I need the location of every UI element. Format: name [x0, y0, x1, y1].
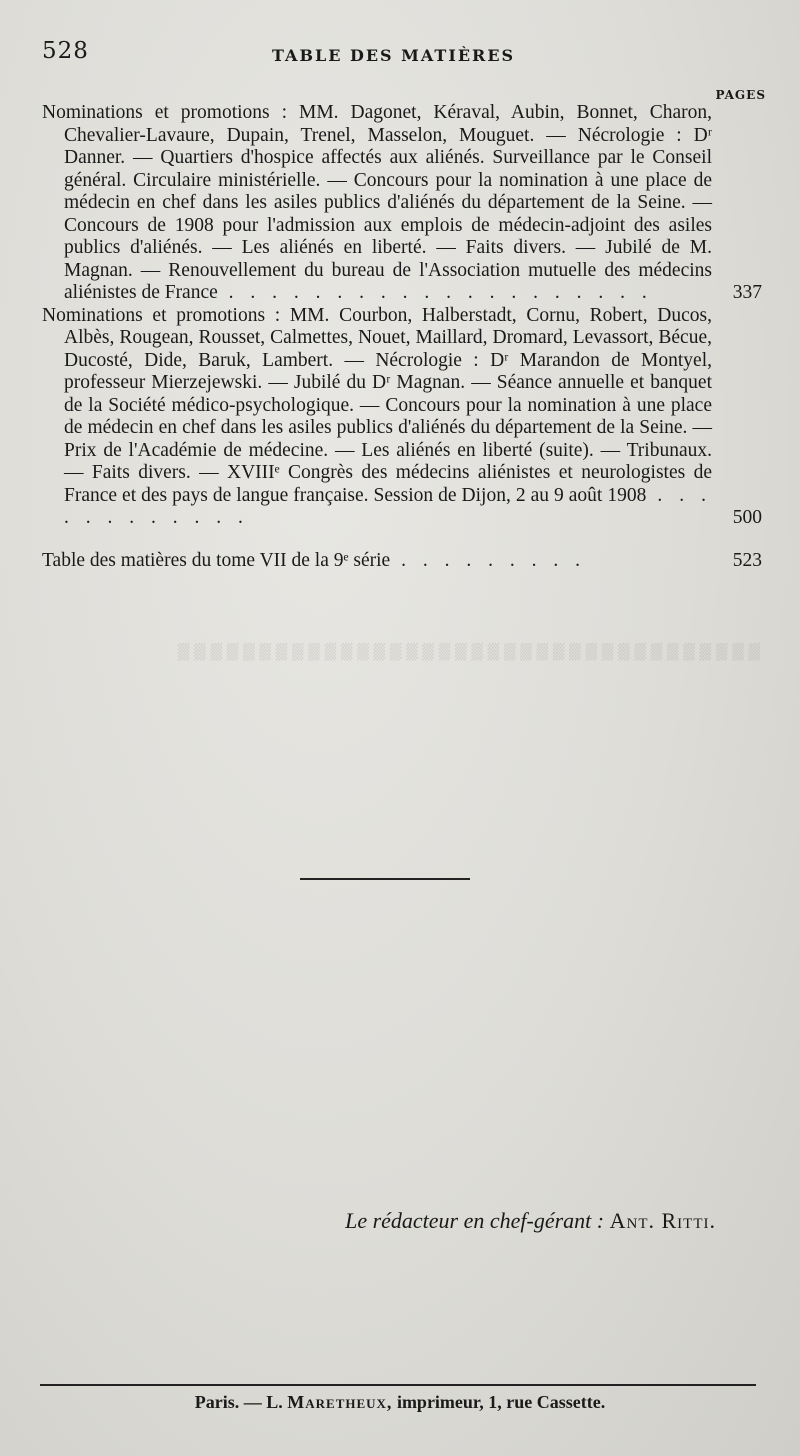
signature-line: [345, 1208, 716, 1234]
show-through-texture: ▒ ▒ ▒ ▒ ▒ ▒ ▒ ▒ ▒ ▒ ▒ ▒ ▒ ▒ ▒ ▒ ▒ ▒ ▒ ▒ ▒ ▒ ▒ ▒ ▒ ▒ ▒ ▒ ▒ ▒ ▒ ▒ ▒ ▒ ▒ ▒: [177, 643, 760, 661]
separator-rule: [300, 878, 470, 880]
page-header: [42, 38, 760, 70]
pages-column-label: PAGES: [715, 88, 766, 102]
toc-entry-page: 523: [732, 549, 762, 571]
imprint-printer-name: Maretheux,: [287, 1392, 393, 1412]
signature-name: Ant. Ritti.: [609, 1208, 716, 1233]
printer-imprint: [0, 1392, 800, 1413]
signature-role: Le rédacteur en chef-gérant :: [345, 1208, 605, 1233]
footer-rule: [40, 1384, 756, 1386]
toc-entry: [42, 102, 762, 305]
dot-leader: . . . . . . . . .: [390, 549, 586, 571]
toc-entry-page: 337: [732, 282, 762, 303]
toc-entry-text: Nominations et promotions : MM. Dagonet, Kéraval, Aubin, Bonnet, Charon, Chevalier-Lavaure, Dupain, Trenel, Masselon, Mouguet. — Nécrologie : Dʳ Danner. — Quartiers d'hospice affectés aux aliénés. Surveillance par le Conseil général. Circulaire ministérielle. — Concours pour la nomination à une place de médecin en chef dans les asiles publics d'aliénés du département de la Seine. — Concours de 1908 pour l'admission aux emplois de médecin-adjoint des asiles publics d'aliénés. — Les aliénés en liberté. — Faits divers. — Jubilé de M. Magnan. — Renouvellement du bureau de l'Association mutuelle des médecins aliénistes de France: [42, 102, 712, 303]
dot-leader: . . . . . . . . . . . .: [64, 484, 713, 528]
toc-entry-text: Nominations et promotions : MM. Courbon, Halberstadt, Cornu, Robert, Ducos, Albès, Rougean, Rousset, Calmettes, Nouet, Maillard, Dromard, Levassort, Bécue, Ducosté, Dide, Baruk, Lambert. — Nécrologie : Dʳ Marandon de Montyel, professeur Mierzejewski. — Jubilé du Dʳ Magnan. — Séance annuelle et banquet de la Société médico-psychologique. — Concours pour la nomination à une place de médecin en chef dans les asiles publics d'aliénés du département de la Seine. — Prix de l'Académie de médecine. — Les aliénés en liberté (suite). — Tribunaux. — Faits divers. — XVIIIᵉ Congrès des médecins aliénistes et neurologistes de France et des pays de langue française. Session de Dijon, 2 au 9 août 1908: [42, 304, 712, 506]
toc-entry: [42, 550, 762, 573]
table-of-contents: [42, 102, 762, 572]
toc-entry: [42, 305, 762, 530]
dot-leader: . . . . . . . . . . . . . . . . . . . .: [217, 282, 653, 303]
running-title: TABLE DES MATIÈRES: [272, 46, 516, 65]
page-number: 528: [42, 38, 89, 64]
imprint-address: imprimeur, 1, rue Cassette.: [396, 1392, 606, 1412]
imprint-prefix: Paris. — L.: [194, 1392, 283, 1412]
toc-entry-page: 500: [732, 507, 762, 528]
toc-entry-text: Table des matières du tome VII de la 9ᵉ série: [42, 549, 391, 571]
